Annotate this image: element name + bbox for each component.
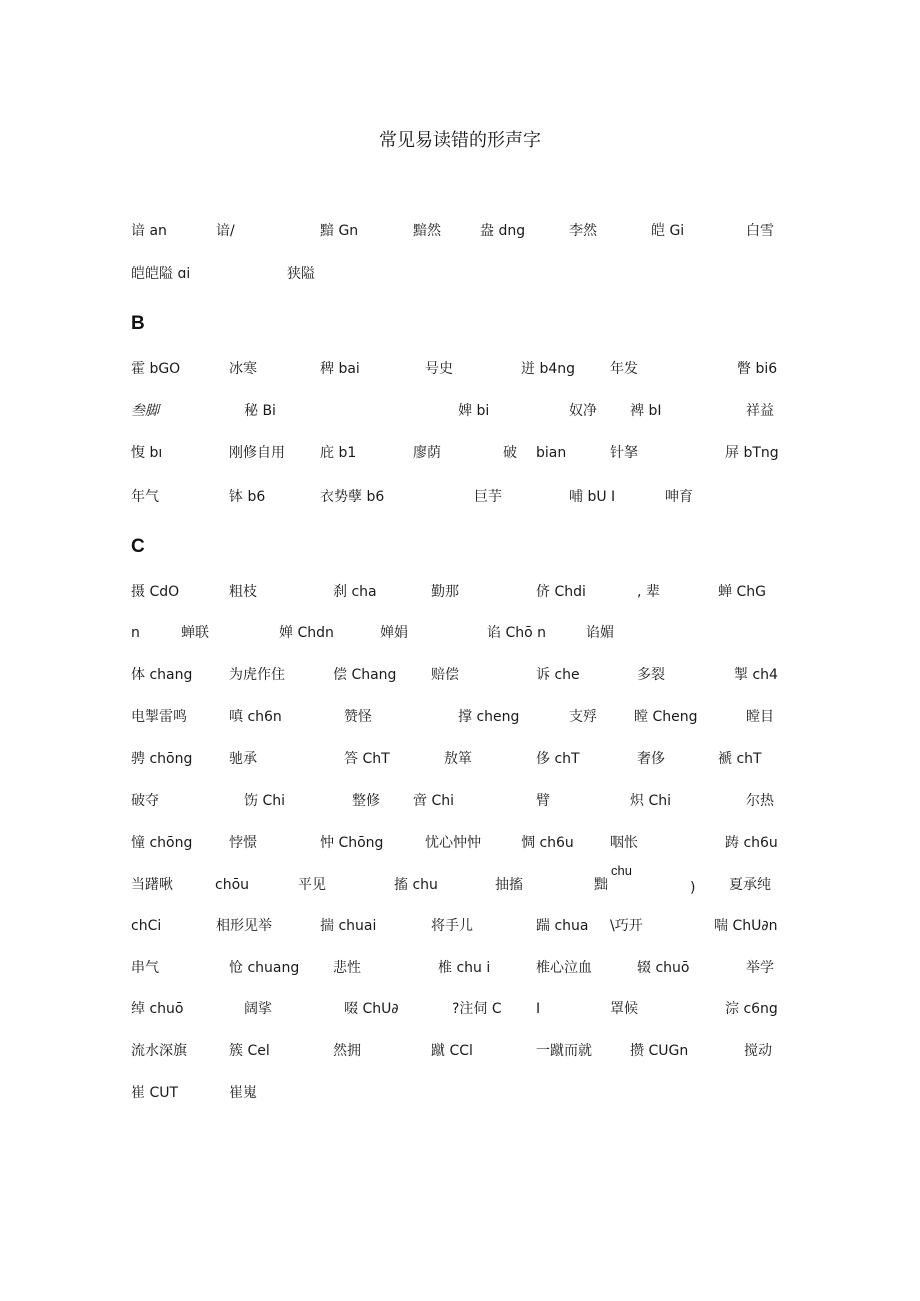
entry: 电掣雷鸣 bbox=[131, 709, 187, 725]
entry-row bbox=[0, 624, 920, 646]
entry-row bbox=[0, 1000, 920, 1022]
entry: 答 ChT bbox=[344, 751, 390, 767]
entry-row bbox=[0, 488, 920, 510]
entry: 霍 bGO bbox=[131, 361, 181, 377]
entry: 忡 Chōng bbox=[320, 835, 384, 851]
entry: 奴净 bbox=[569, 403, 597, 419]
entry: 为虎作住 bbox=[229, 667, 285, 683]
entry-row bbox=[0, 917, 920, 939]
entry: 啜 ChU∂ bbox=[344, 1001, 399, 1017]
entry: 尔热 bbox=[746, 793, 774, 809]
entry: I bbox=[536, 1001, 541, 1017]
entry: 举学 bbox=[746, 960, 774, 976]
entry: 愎 bı bbox=[131, 445, 163, 461]
entry: 狭隘 bbox=[287, 266, 315, 282]
entry: 叁脚 bbox=[131, 403, 159, 419]
entry: 赔偿 bbox=[431, 667, 459, 683]
entry: 裨 bI bbox=[630, 403, 662, 419]
entry: 屏 bTng bbox=[725, 445, 779, 461]
entry: 号史 bbox=[425, 361, 453, 377]
entry: 踌 ch6u bbox=[725, 835, 778, 851]
entry: 谄 Chō n bbox=[487, 625, 546, 641]
entry: 蹴 CCl bbox=[431, 1043, 473, 1059]
entry: 掣 ch4 bbox=[734, 667, 778, 683]
entry: 奢侈 bbox=[637, 751, 665, 767]
entry: 将手儿 bbox=[431, 918, 473, 934]
entry: 阔挲 bbox=[244, 1001, 272, 1017]
entry: 搅动 bbox=[744, 1043, 772, 1059]
entry: 饬 Chi bbox=[244, 793, 285, 809]
entry: 炽 Chi bbox=[630, 793, 671, 809]
entry: 婵娟 bbox=[380, 625, 408, 641]
entry: 侪 Chdi bbox=[536, 584, 586, 600]
entry: 串气 bbox=[131, 960, 159, 976]
entry: 多裂 bbox=[637, 667, 665, 683]
entry: 庇 b1 bbox=[320, 445, 357, 461]
entry: 整修 bbox=[352, 793, 380, 809]
entry: 簇 Cel bbox=[229, 1043, 270, 1059]
entry: 敖箪 bbox=[444, 751, 472, 767]
entry: 抽搐 bbox=[495, 877, 523, 893]
page-title: 常见易读错的形声字 bbox=[379, 130, 541, 151]
entry: 破夺 bbox=[131, 793, 159, 809]
entry-row bbox=[0, 265, 920, 287]
entry: chCi bbox=[131, 918, 162, 934]
entry: 忧心忡忡 bbox=[425, 835, 481, 851]
entry: 然拥 bbox=[333, 1043, 361, 1059]
entry-row bbox=[0, 834, 920, 856]
entry: 撑 cheng bbox=[458, 709, 520, 725]
entry: 揣 chuai bbox=[320, 918, 377, 934]
entry: 臂 bbox=[536, 793, 550, 809]
entry: 崔嵬 bbox=[229, 1085, 257, 1101]
entry: 黜 bbox=[594, 877, 608, 893]
entry-row bbox=[0, 583, 920, 605]
entry: 摄 CdO bbox=[131, 584, 180, 600]
entry: 迸 b4ng bbox=[521, 361, 576, 377]
entry: 攒 CUGn bbox=[630, 1043, 689, 1059]
entry: 夏承纯 bbox=[729, 877, 771, 893]
entry: , 辈 bbox=[637, 584, 660, 600]
entry: 哺 bU I bbox=[569, 489, 616, 505]
entry: 谙 an bbox=[131, 223, 167, 239]
entry-row bbox=[0, 222, 920, 244]
entry: 黯然 bbox=[413, 223, 441, 239]
entry-row bbox=[0, 708, 920, 730]
entry: 相形见举 bbox=[216, 918, 272, 934]
entry: 搐 chu bbox=[394, 877, 438, 893]
entry-row bbox=[0, 876, 920, 898]
entry: 廖荫 bbox=[413, 445, 441, 461]
entry: 崔 CUT bbox=[131, 1085, 179, 1101]
entry: 稗 bai bbox=[320, 361, 360, 377]
entry: 年气 bbox=[131, 489, 159, 505]
entry: 谙/ bbox=[216, 223, 235, 239]
entry: 平见 bbox=[298, 877, 326, 893]
entry: 憧 chōng bbox=[131, 835, 193, 851]
entry: 皑皑隘 ɑi bbox=[131, 266, 191, 282]
entry: 惆 ch6u bbox=[521, 835, 574, 851]
entry: 钵 b6 bbox=[229, 489, 266, 505]
entry: \巧开 bbox=[610, 918, 643, 934]
entry: 蝉联 bbox=[181, 625, 209, 641]
entry: 祥益 bbox=[746, 403, 774, 419]
entry: 踹 chua bbox=[536, 918, 589, 934]
entry-row bbox=[0, 444, 920, 466]
entry: 体 chang bbox=[131, 667, 193, 683]
entry: 瞠 Cheng bbox=[634, 709, 698, 725]
entry: ?注伺 C bbox=[452, 1001, 502, 1017]
entry: 破 bbox=[503, 445, 517, 461]
entry: 谄媚 bbox=[586, 625, 614, 641]
entry: 衣势孽 b6 bbox=[320, 489, 385, 505]
entry: 蝉 ChG bbox=[718, 584, 766, 600]
entry: 咽怅 bbox=[610, 835, 638, 851]
entry: 一蹴而就 bbox=[536, 1043, 592, 1059]
entry: 流水深旗 bbox=[131, 1043, 187, 1059]
entry: 呻育 bbox=[665, 489, 693, 505]
entry: 悖憬 bbox=[229, 835, 257, 851]
entry-row bbox=[0, 1042, 920, 1064]
entry: 刹 cha bbox=[333, 584, 377, 600]
entry: 罩候 bbox=[610, 1001, 638, 1017]
entry-row bbox=[0, 750, 920, 772]
entry: n bbox=[131, 625, 140, 641]
entry: 婵 Chdn bbox=[279, 625, 334, 641]
entry: 赞怪 bbox=[344, 709, 372, 725]
entry: 啻 Chi bbox=[413, 793, 454, 809]
entry: 婢 bi bbox=[458, 403, 490, 419]
entry-row bbox=[0, 959, 920, 981]
entry: 年发 bbox=[610, 361, 638, 377]
entry: 喘 ChU∂n bbox=[714, 918, 778, 934]
entry: chōu bbox=[215, 877, 250, 893]
entry: 勤那 bbox=[431, 584, 459, 600]
entry: 粗枝 bbox=[229, 584, 257, 600]
entry-row bbox=[0, 402, 920, 424]
entry: 椎心泣血 bbox=[536, 960, 592, 976]
entry: 偿 Chang bbox=[333, 667, 397, 683]
entry: 支殍 bbox=[569, 709, 597, 725]
entry: 椎 chu i bbox=[438, 960, 491, 976]
entry: 驰承 bbox=[229, 751, 257, 767]
entry: 瞠目 bbox=[746, 709, 774, 725]
entry-row bbox=[0, 360, 920, 382]
entry-row bbox=[0, 1084, 920, 1106]
entry: 冰寒 bbox=[229, 361, 257, 377]
pinyin-superscript: chu bbox=[611, 863, 632, 878]
entry: ) bbox=[690, 880, 696, 896]
entry: 巨芋 bbox=[474, 489, 502, 505]
entry: 淙 c6ng bbox=[725, 1001, 778, 1017]
entry: 针拏 bbox=[610, 445, 638, 461]
entry-row bbox=[0, 666, 920, 688]
entry: 瞥 bi6 bbox=[737, 361, 778, 377]
entry: bian bbox=[536, 445, 567, 461]
entry: 悲性 bbox=[333, 960, 361, 976]
entry: 嗔 ch6n bbox=[229, 709, 282, 725]
entry: 秘 Bi bbox=[244, 403, 276, 419]
entry: 怆 chuang bbox=[229, 960, 300, 976]
entry: 盎 dng bbox=[480, 223, 526, 239]
entry: 绰 chuō bbox=[131, 1001, 184, 1017]
entry: 刚修自用 bbox=[229, 445, 285, 461]
entry: 黯 Gn bbox=[320, 223, 359, 239]
section-heading-b: B bbox=[131, 313, 145, 334]
entry: 诉 che bbox=[536, 667, 580, 683]
entry: 皑 Gi bbox=[651, 223, 685, 239]
section-heading-c: C bbox=[131, 536, 145, 557]
entry: 李然 bbox=[569, 223, 597, 239]
entry: 侈 chT bbox=[536, 751, 580, 767]
entry: 当躇啾 bbox=[131, 877, 173, 893]
entry-row bbox=[0, 792, 920, 814]
entry: 骋 chōng bbox=[131, 751, 193, 767]
entry: 白雪 bbox=[746, 223, 774, 239]
entry: 褫 chT bbox=[718, 751, 762, 767]
entry: 辍 chuō bbox=[637, 960, 690, 976]
